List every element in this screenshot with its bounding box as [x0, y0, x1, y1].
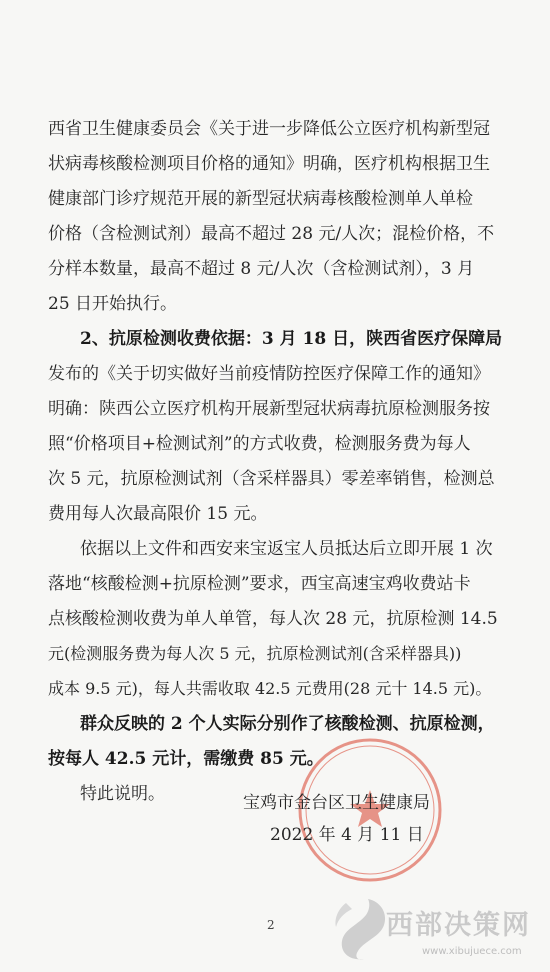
text-line-11: 次 5 元，抗原检测试剂（含采样器具）零差率销售，检测总: [48, 469, 495, 489]
page-number: 2: [267, 918, 275, 932]
text-line-12: 费用每人次最高限价 15 元。: [48, 504, 268, 524]
text-line-14: 落地“核酸检测+抗原检测”要求，西宝高速宝鸡收费站卡: [48, 574, 471, 594]
watermark-url: www.xibujuece.com: [422, 946, 522, 957]
text-line-13: 依据以上文件和西安来宝返宝人员抵达后立即开展 1 次: [80, 539, 493, 559]
text-line-9: 明确：陕西公立医疗机构开展新型冠状病毒抗原检测服务按: [48, 399, 490, 419]
text-line-10: 照“价格项目+检测试剂”的方式收费，检测服务费为每人: [48, 434, 471, 454]
text-line-8: 发布的《关于切实做好当前疫情防控医疗保障工作的通知》: [48, 364, 490, 384]
text-line-16: 元(检测服务费为每人次 5 元，抗原检测试剂(含采样器具)): [48, 644, 462, 663]
text-line-1: 西省卫生健康委员会《关于进一步降低公立医疗机构新型冠: [48, 119, 490, 139]
text-line-3: 健康部门诊疗规范开展的新型冠状病毒核酸检测单人单检: [48, 189, 473, 209]
signature-organization: 宝鸡市金台区卫生健康局: [243, 793, 430, 813]
signature-date: 2022 年 4 月 11 日: [270, 825, 424, 845]
section-2-heading-line: 2、抗原检测收费依据：3 月 18 日，陕西省医疗保障局: [80, 329, 503, 349]
text-line-2: 状病毒核酸检测项目价格的通知》明确，医疗机构根据卫生: [48, 154, 490, 174]
text-line-15: 点核酸检测收费为单人单管，每人次 28 元，抗原检测 14.5: [48, 609, 498, 629]
text-line-17: 成本 9.5 元)，每人共需收取 42.5 元费用(28 元十 14.5 元)。: [48, 679, 492, 698]
conclusion-line-1: 群众反映的 2 个人实际分别作了核酸检测、抗原检测，: [80, 714, 495, 734]
watermark-title: 西部决策网: [386, 910, 531, 941]
watermark: [318, 895, 548, 970]
conclusion-line-2: 按每人 42.5 元计，需缴费 85 元。: [48, 749, 324, 769]
text-line-6: 25 日开始执行。: [48, 294, 178, 314]
text-line-4: 价格（含检测试剂）最高不超过 28 元/人次；混检价格，不: [48, 224, 495, 244]
closing-statement: 特此说明。: [80, 784, 165, 804]
text-line-5: 分样本数量，最高不超过 8 元/人次（含检测试剂），3 月: [48, 259, 475, 279]
watermark-logo-icon: [328, 895, 390, 961]
